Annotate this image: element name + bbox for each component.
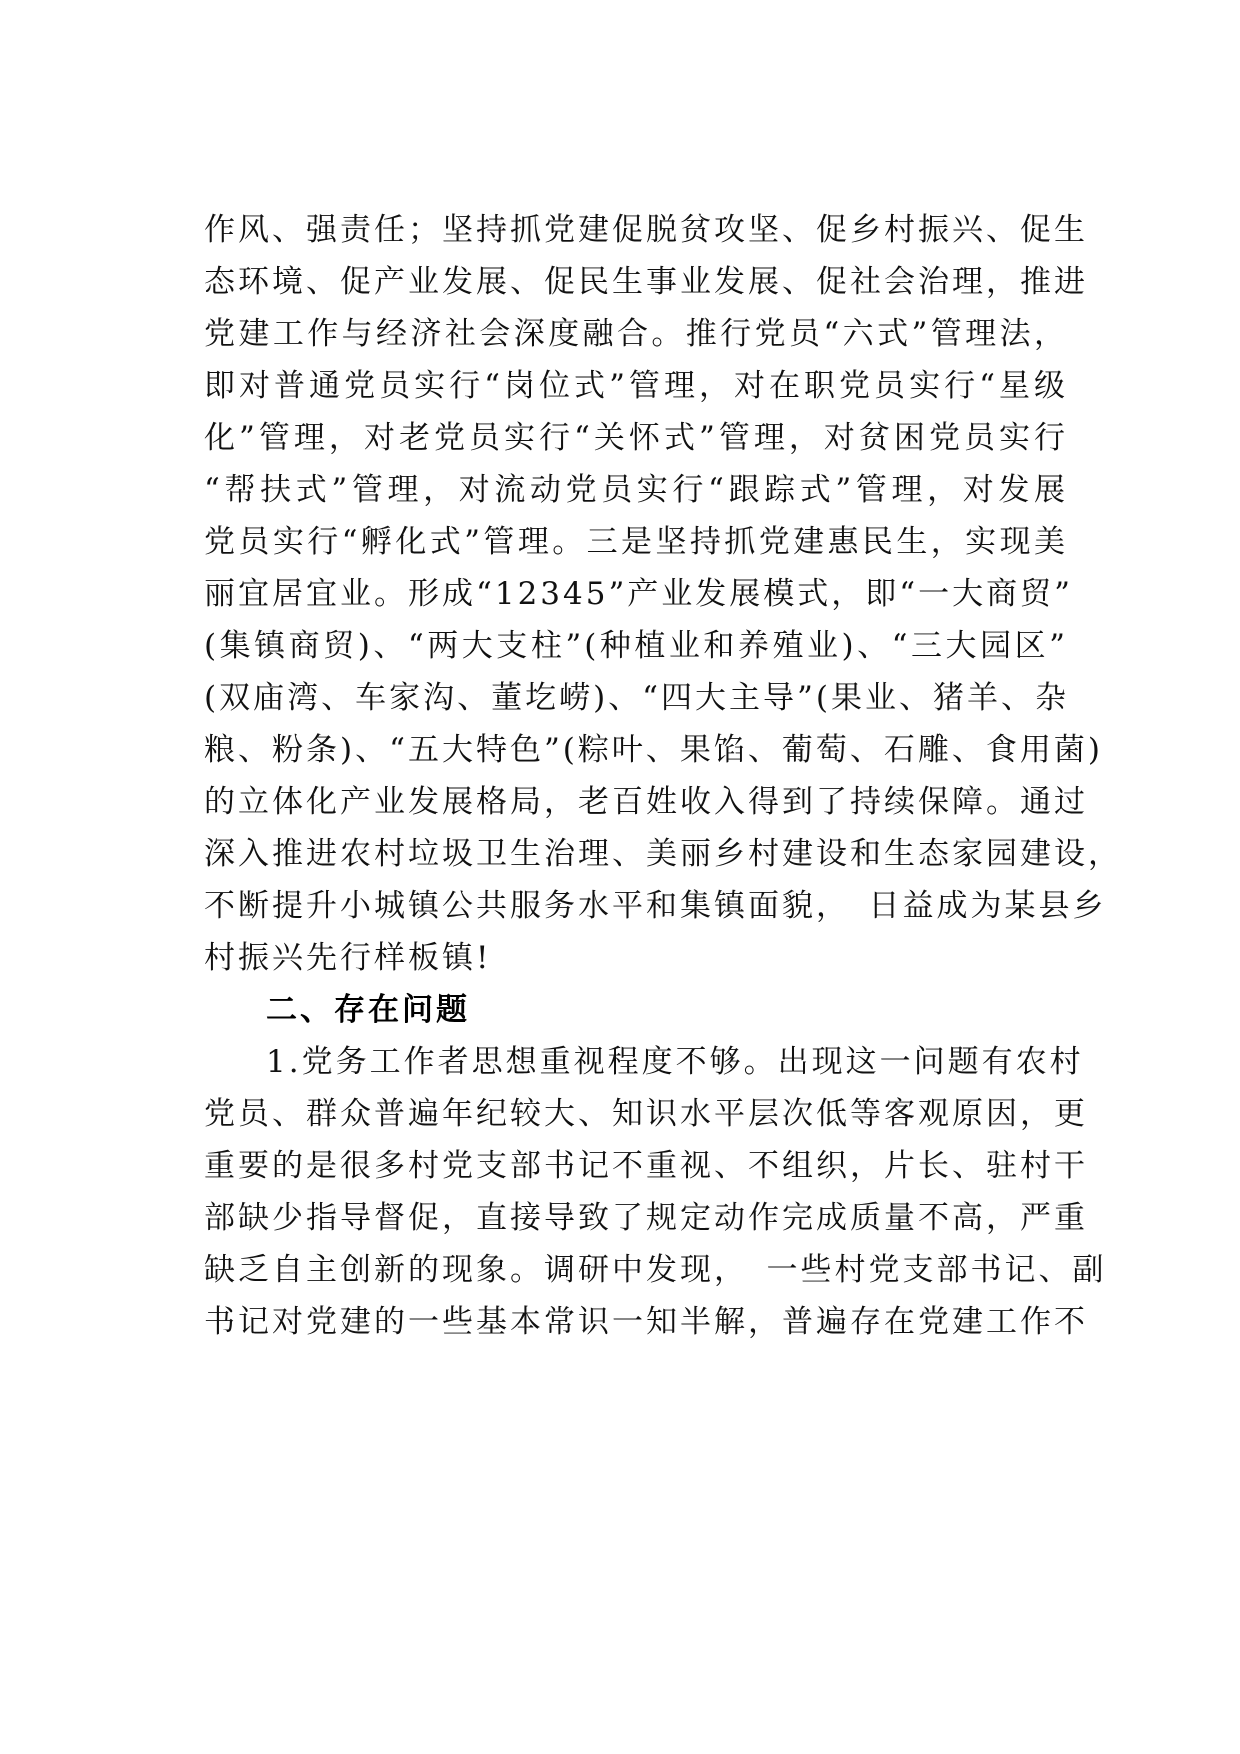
text-line: 部缺少指导督促，直接导致了规定动作完成质量不高，严重 [204,1200,1088,1236]
text-line: (集镇商贸)、“两大支柱”(种植业和养殖业)、“三大园区” [204,628,1068,664]
section-heading-existing-problems: 二、存在问题 [266,992,470,1028]
text-line: 党建工作与经济社会深度融合。推行党员“六式”管理法， [204,316,1068,352]
text-line: 书记对党建的一些基本常识一知半解，普遍存在党建工作不 [204,1304,1088,1340]
text-line: 作风、强责任；坚持抓党建促脱贫攻坚、促乡村振兴、促生 [204,212,1088,248]
text-line: 缺乏自主创新的现象。调研中发现， 一些村党支部书记、副 [204,1252,1107,1288]
text-line: 粮、粉条)、“五大特色”(粽叶、果馅、葡萄、石雕、食用菌) [204,732,1103,768]
text-line: “帮扶式”管理，对流动党员实行“跟踪式”管理，对发展 [204,472,1068,508]
text-line: 化”管理，对老党员实行“关怀式”管理，对贫困党员实行 [204,420,1068,456]
text-line: 村振兴先行样板镇! [204,940,492,976]
text-line: 不断提升小城镇公共服务水平和集镇面貌， 日益成为某县乡 [204,888,1107,924]
text-line: 重要的是很多村党支部书记不重视、不组织，片长、驻村干 [204,1148,1088,1184]
text-line: 即对普通党员实行“岗位式”管理，对在职党员实行“星级 [204,368,1068,404]
text-line: 深入推进农村垃圾卫生治理、美丽乡村建设和生态家园建设， [204,836,1122,872]
text-line: 态环境、促产业发展、促民生事业发展、促社会治理，推进 [204,264,1088,300]
text-line: 丽宜居宜业。形成“12345”产业发展模式，即“一大商贸” [204,576,1074,612]
text-line: 党员实行“孵化式”管理。三是坚持抓党建惠民生，实现美 [204,524,1068,560]
text-line: 的立体化产业发展格局，老百姓收入得到了持续保障。通过 [204,784,1088,820]
paragraph-party-building-results [204,204,1122,1348]
text-line: 1.党务工作者思想重视程度不够。出现这一问题有农村 [266,1044,1084,1080]
text-line: (双庙湾、车家沟、董圪崂)、“四大主导”(果业、猪羊、杂 [204,680,1069,716]
text-line: 党员、群众普遍年纪较大、知识水平层次低等客观原因，更 [204,1096,1088,1132]
